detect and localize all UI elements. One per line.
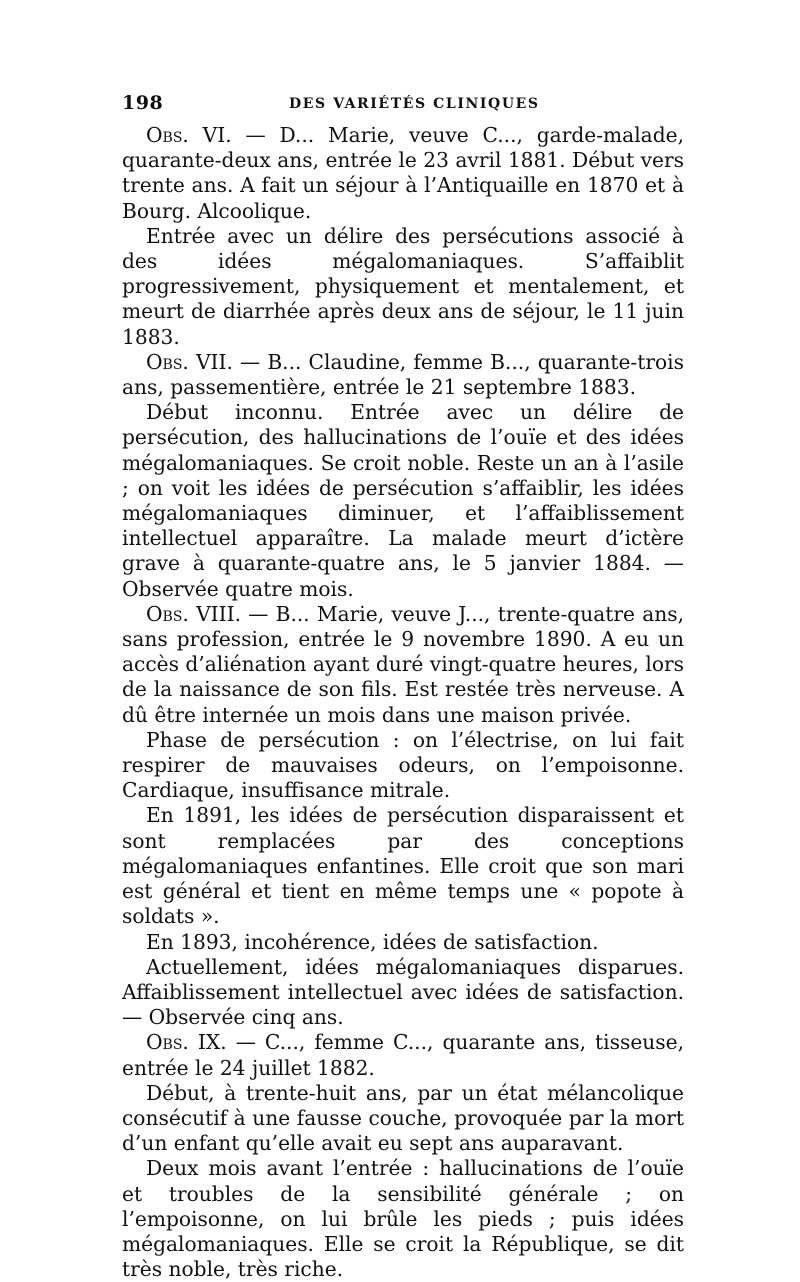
paragraph-text: En 1891, les idées de persécution disparaissent et sont remplacées par des conceptions mégalomaniaques enfantines. Elle croit que son mari est général et tient en même temps une « popote à soldats ». bbox=[122, 803, 684, 929]
observation-label: Obs. IX. bbox=[146, 1030, 227, 1055]
paragraph bbox=[122, 123, 684, 224]
paragraph bbox=[122, 350, 684, 400]
paragraph-text: — C..., femme C..., quarante ans, tisseuse, entrée le 24 juillet 1882. bbox=[122, 1030, 685, 1080]
body-text bbox=[122, 123, 684, 1282]
paragraph-text: — D... Marie, veuve C..., garde-malade, quarante-deux ans, entrée le 23 avril 1881. Début vers trente ans. A fait un séjour à l’Antiquaille en 1870 et à Bourg. Alcoolique. bbox=[122, 123, 684, 223]
observation-label: Obs. VIII. bbox=[146, 601, 241, 626]
paragraph bbox=[122, 400, 684, 602]
paragraph bbox=[122, 224, 684, 350]
paragraph-text: En 1893, incohérence, idées de satisfaction. bbox=[146, 929, 599, 954]
paragraph bbox=[122, 803, 684, 929]
observation-label: Obs. VI. bbox=[146, 123, 232, 147]
page-number: 198 bbox=[122, 92, 164, 114]
paragraph bbox=[122, 1081, 684, 1157]
paragraph bbox=[122, 728, 684, 804]
running-title: DES VARIÉTÉS CLINIQUES bbox=[289, 96, 540, 112]
paragraph-text: Actuellement, idées mégalomaniaques disparues. Affaiblissement intellectuel avec idées de satisfaction. — Observée cinq ans. bbox=[122, 954, 684, 1030]
page-header bbox=[122, 92, 682, 118]
paragraph-text: Phase de persécution : on l’électrise, on lui fait respirer de mauvaises odeurs, on l’empoisonne. Cardiaque, insuffisance mitrale. bbox=[122, 727, 684, 803]
paragraph-text: Début inconnu. Entrée avec un délire de persécution, des hallucinations de l’ouïe et des idées mégalomaniaques. Se croit noble. Reste un an à l’asile ; on voit les idées de persécution s’affaiblir, les idées mégalomaniaques diminuer, et l’affaiblissement intellectuel apparaître. La malade meurt d’ictère grave à quarante-quatre ans, le 5 janvier 1884. — Observée quatre mois. bbox=[122, 400, 684, 601]
paragraph-text: Début, à trente-huit ans, par un état mélancolique consécutif à une fausse couche, provoquée par la mort d’un enfant qu’elle avait eu sept ans auparavant. bbox=[122, 1080, 684, 1156]
paragraph-text: Entrée avec un délire des persécutions associé à des idées mégalomaniaques. S’affaiblit progressivement, physiquement et mentalement, et meurt de diarrhée après deux ans de séjour, le 11 juin 1883. bbox=[122, 223, 684, 349]
paragraph bbox=[122, 1030, 684, 1080]
paragraph-text: Deux mois avant l’entrée : hallucinations de l’ouïe et troubles de la sensibilité générale ; on l’empoisonne, on lui brûle les pieds ; puis idées mégalomaniaques. Elle se croit la République, se dit très noble, très riche. bbox=[122, 1156, 684, 1282]
paragraph bbox=[122, 602, 684, 728]
paragraph-text: — B... Claudine, femme B..., quarante-trois ans, passementière, entrée le 21 septembre 1883. bbox=[122, 349, 684, 400]
paragraph-text: — B... Marie, veuve J..., trente-quatre ans, sans profession, entrée le 9 novembre 1890. A eu un accès d’aliénation ayant duré vingt-quatre heures, lors de la naissance de son fils. Est restée très nerveuse. A dû être internée un mois dans une maison privée. bbox=[122, 601, 685, 727]
paragraph bbox=[122, 930, 684, 955]
paragraph bbox=[122, 1156, 684, 1282]
paragraph bbox=[122, 955, 684, 1031]
observation-label: Obs. VII. bbox=[146, 349, 233, 374]
